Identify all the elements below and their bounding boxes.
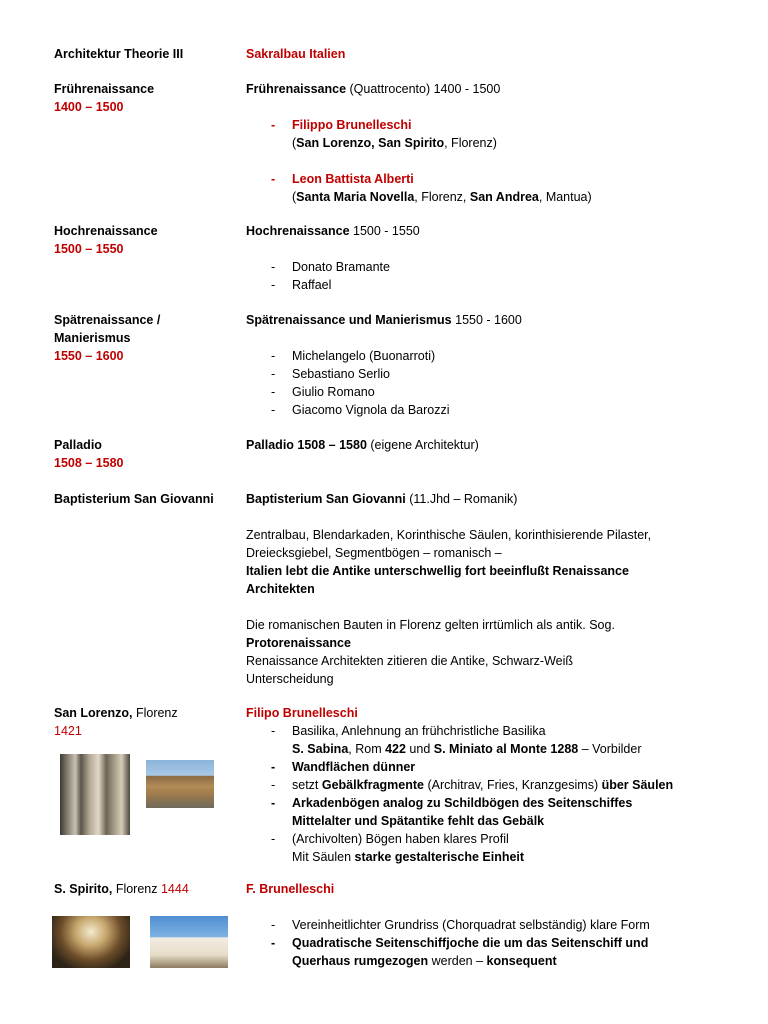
document-title: Sakralbau Italien [246, 47, 346, 61]
spaet-title-1: Spätrenaissance / [54, 313, 161, 327]
section-frueh-label [54, 80, 234, 116]
alberti-work-1: Santa Maria Novella [296, 190, 415, 204]
frueh-dates: 1400 – 1500 [54, 100, 124, 114]
hoch-title: Hochrenaissance [54, 224, 158, 238]
frueh-architect-list [246, 116, 716, 134]
palladio-title: Palladio [54, 438, 102, 452]
lorenzo-heading: Filipo Brunelleschi [246, 706, 358, 720]
list-item: - Quadratische Seitenschiffjoche die um das Seitenschiff und [246, 934, 716, 952]
frueh-heading: Frührenaissance [246, 82, 347, 96]
hoch-list [246, 258, 716, 294]
san-lorenzo-interior-photo [60, 754, 130, 835]
spaet-title-2: Manierismus [54, 331, 131, 345]
list-item: - Giacomo Vignola da Barozzi [246, 401, 716, 419]
section-palladio-label [54, 436, 234, 472]
lorenzo-title: San Lorenzo, [54, 706, 133, 720]
list-item: - Michelangelo (Buonarroti) [246, 347, 716, 365]
frueh-title: Frührenaissance [54, 82, 155, 96]
alberti-work-2: San Andrea [469, 190, 539, 204]
section-hoch-label [54, 222, 234, 258]
architect-brunelleschi: - Filippo Brunelleschi [246, 116, 716, 134]
frueh-heading-rest: (Quattrocento) 1400 - 1500 [346, 82, 501, 96]
section-spaet-content: Spätrenaissance und Manierismus 1550 - 1600 - Michelangelo (Buonarroti) - Sebastiano Serlio - Giulio Romano - Giacomo Vignola da Barozzi [246, 311, 716, 419]
baptisterium-heading: Baptisterium San Giovanni [246, 492, 406, 506]
lorenzo-list [246, 722, 716, 740]
spaet-list [246, 347, 716, 419]
list-item: - Vereinheitlichter Grundriss (Chorquadrat selbständig) klare Form [246, 916, 716, 934]
section-lorenzo-label: San Lorenzo, Florenz 1421 [54, 704, 234, 740]
section-baptisterium-label [54, 490, 234, 508]
brunelleschi-works: San Lorenzo, San Spirito [296, 136, 445, 150]
santo-spirito-exterior-photo [150, 916, 228, 968]
santo-spirito-interior-photo [52, 916, 130, 968]
spaet-dates: 1550 – 1600 [54, 349, 124, 363]
spirito-date: 1444 [160, 882, 189, 896]
list-item: - Wandflächen dünner [246, 758, 716, 776]
section-spaet-label [54, 311, 234, 365]
list-item: - Basilika, Anlehnung an frühchristliche Basilika [246, 722, 716, 740]
hoch-dates: 1500 – 1550 [54, 242, 124, 256]
spaet-heading: Spätrenaissance und Manierismus [246, 313, 452, 327]
spirito-heading: F. Brunelleschi [246, 882, 335, 896]
hoch-heading: Hochrenaissance [246, 224, 350, 238]
section-spirito-label: S. Spirito, Florenz 1444 [54, 882, 189, 896]
baptisterium-title: Baptisterium San Giovanni [54, 492, 214, 506]
course-title: Architektur Theorie III [54, 47, 184, 61]
list-item: - Raffael [246, 276, 716, 294]
spirito-list [246, 916, 716, 952]
palladio-heading: Palladio 1508 – 1580 [246, 438, 367, 452]
section-frueh-content: Frührenaissance (Quattrocento) 1400 - 1500 - Filippo Brunelleschi (San Lorenzo, San Spirito, Florenz) - Leon Battista Alberti (Santa Maria Novella, Florenz, San Andrea, Mantua) [246, 80, 716, 206]
lorenzo-date: 1421 [54, 724, 82, 738]
section-hoch-content: Hochrenaissance 1500 - 1550 - Donato Bramante - Raffael [246, 222, 716, 294]
list-item: - Arkadenbögen analog zu Schildbögen des Seitenschiffes [246, 794, 716, 812]
list-item: - Sebastiano Serlio [246, 365, 716, 383]
architect-alberti: - Leon Battista Alberti [246, 170, 716, 188]
section-palladio-content: Palladio 1508 – 1580 (eigene Architektur) [246, 438, 479, 452]
section-spirito-content: F. Brunelleschi - Vereinheitlichter Grundriss (Chorquadrat selbständig) klare Form - Quadratische Seitenschiffjoche die um das Seitenschiff und Querhaus rumgezogen werden – konsequent [246, 880, 716, 970]
list-item: - (Archivolten) Bögen haben klares Profil [246, 830, 716, 848]
section-baptisterium-content: Baptisterium San Giovanni (11.Jhd – Romanik) Zentralbau, Blendarkaden, Korinthische Säulen, korinthisierende Pilaster, Dreiecksgiebel, Segmentbögen – romanisch – Italien lebt die Antike unterschwellig fort beeinflußt Renaissance Architekten Die romanischen Bauten in Florenz gelten irrtümlich als antik. Sog. Protorenaissance Renaissance Architekten zitieren die Antike, Schwarz-Weiß Unterscheidung [246, 492, 652, 686]
spirito-title: S. Spirito, [54, 882, 113, 896]
list-item: - setzt Gebälkfragmente (Architrav, Fries, Kranzgesims) über Säulen [246, 776, 716, 794]
san-lorenzo-exterior-photo [146, 760, 214, 808]
list-item: - Donato Bramante [246, 258, 716, 276]
palladio-dates: 1508 – 1580 [54, 456, 124, 470]
list-item: - Giulio Romano [246, 383, 716, 401]
section-lorenzo-content: Filipo Brunelleschi - Basilika, Anlehnung an frühchristliche Basilika S. Sabina, Rom 422 und S. Miniato al Monte 1288 – Vorbilder - Wandflächen dünner - setzt Gebälkfragmente (Architrav, Fries, Kranzgesims) über Säulen - Arkadenbögen analog zu Schildbögen des Seitenschiffes Mittelalter und Spätantike fehlt das Gebälk - (Archivolten) Bögen haben klares Profil Mit Säulen starke gestalterische Einheit [246, 704, 716, 866]
